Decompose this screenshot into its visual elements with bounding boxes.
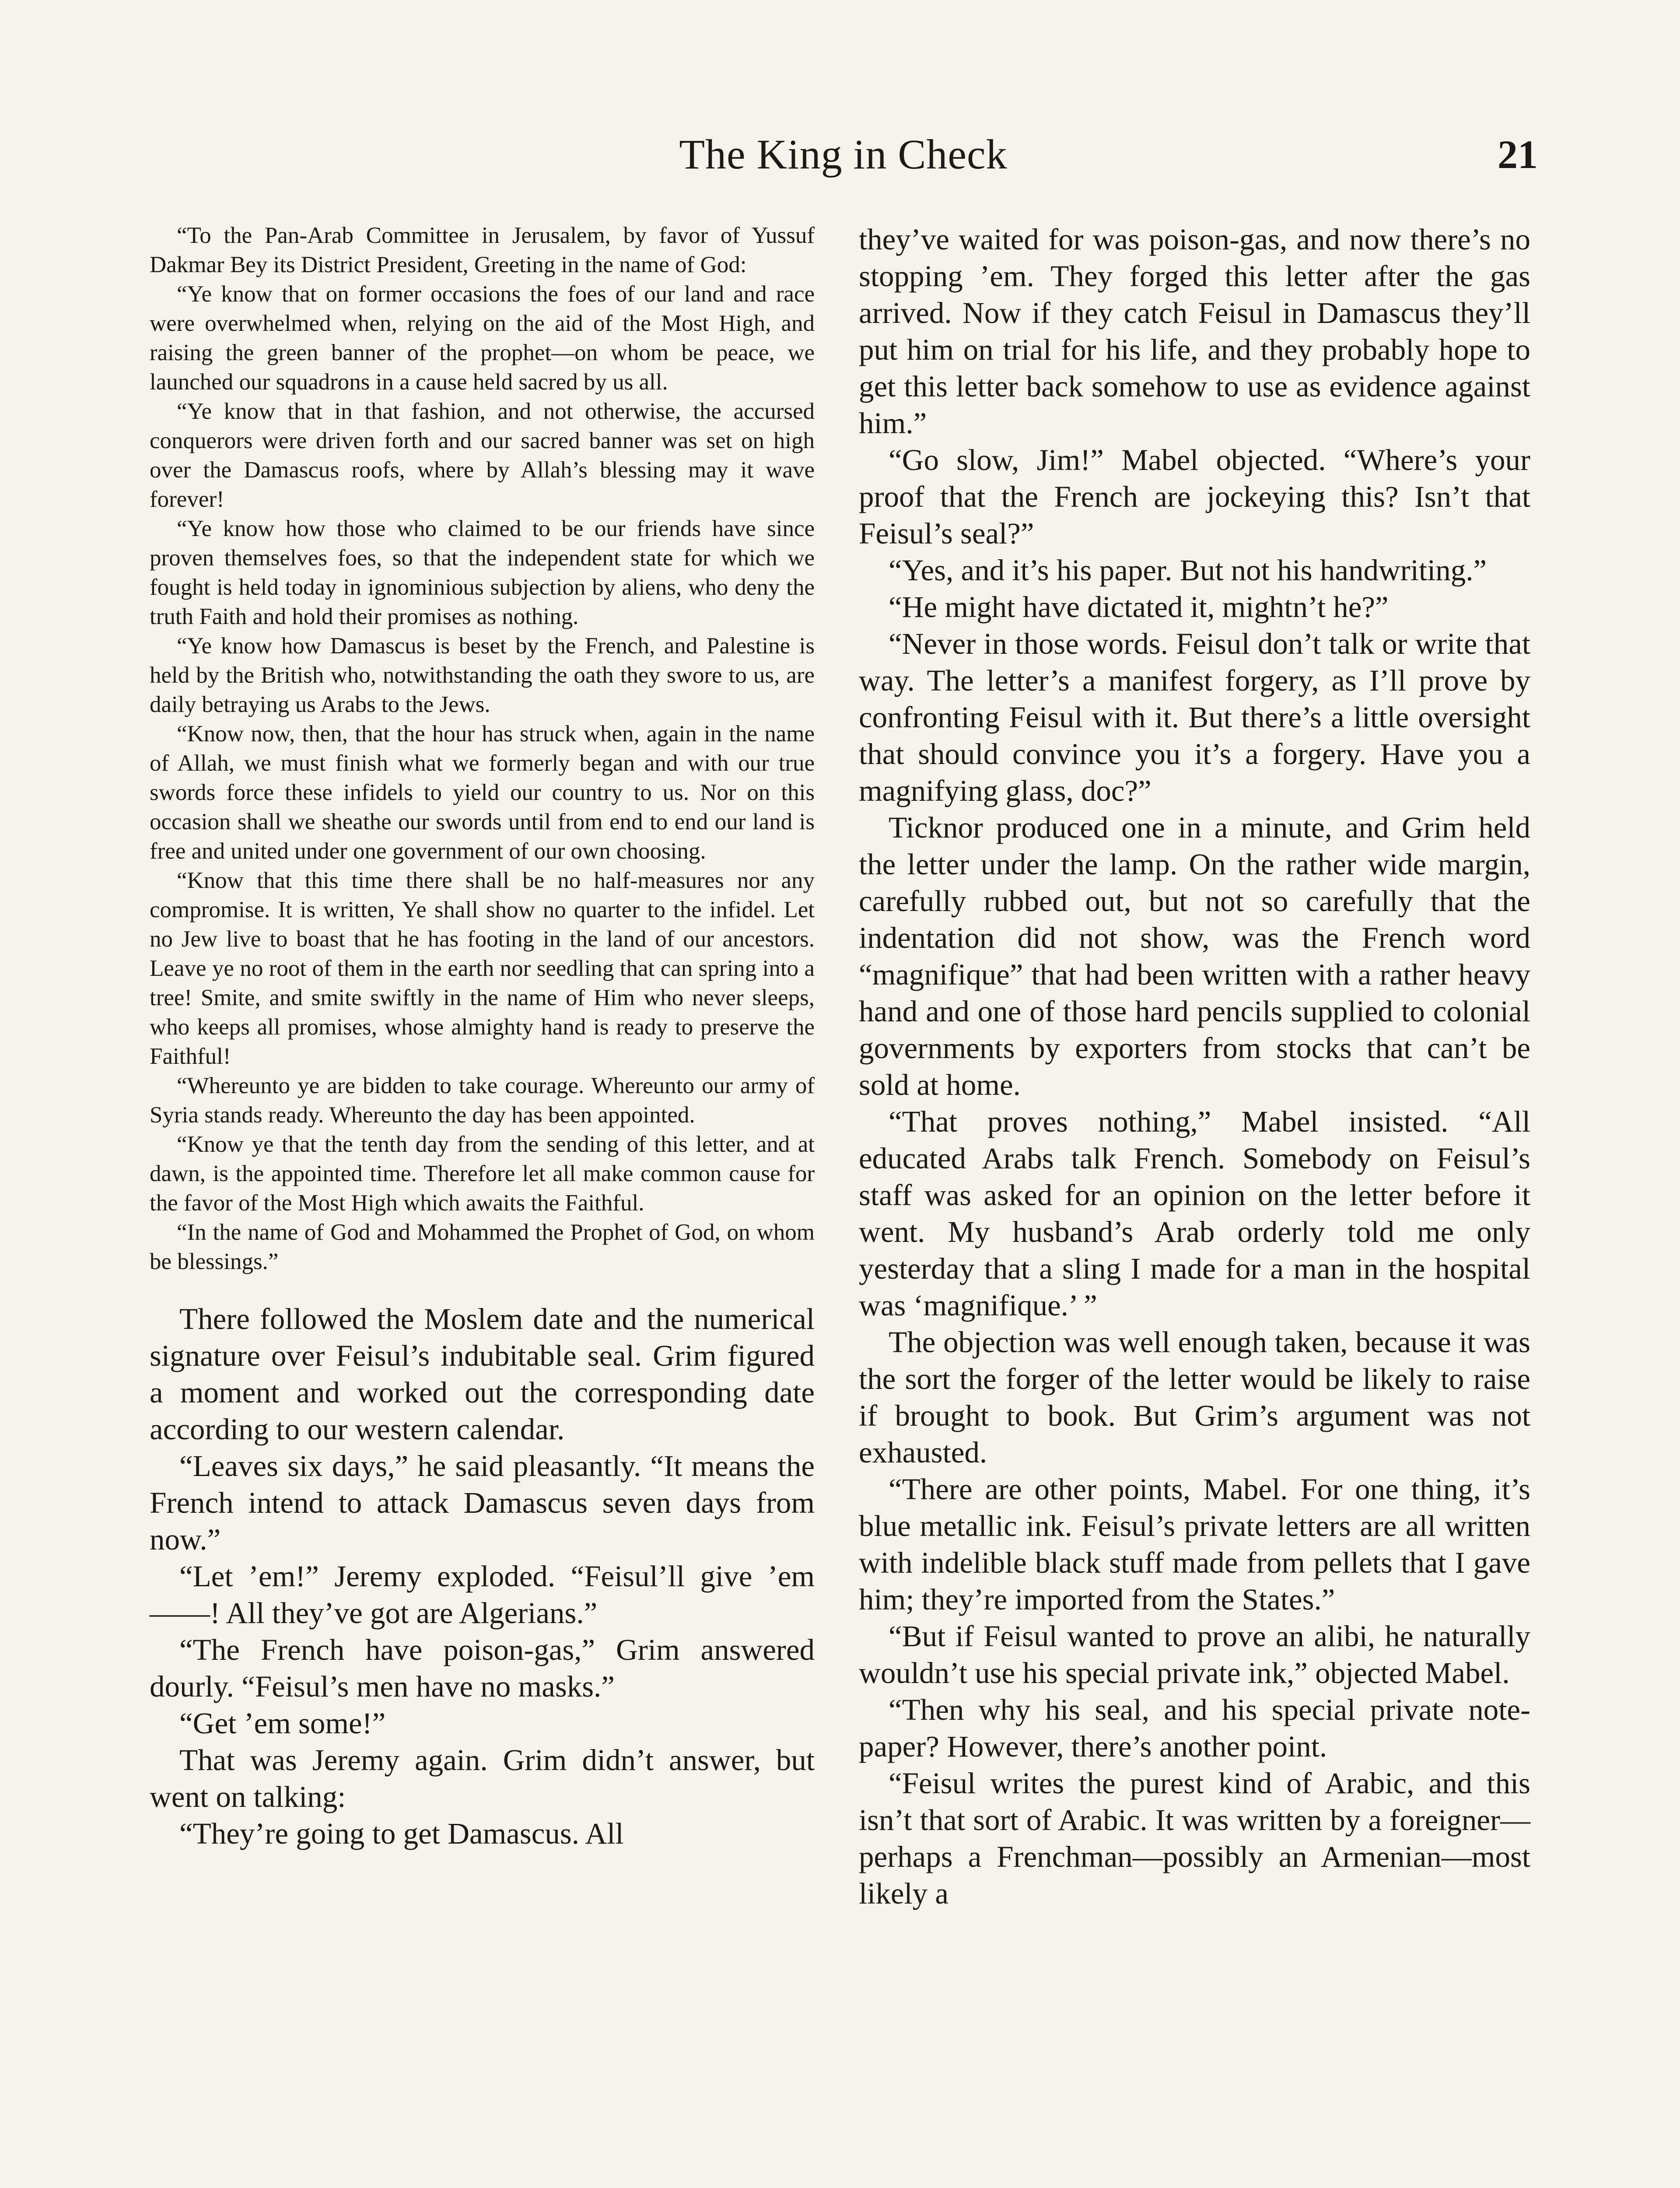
body-paragraph: “They’re going to get Damascus. All bbox=[179, 1817, 624, 1850]
letter-paragraph: “Ye know that in that fashion, and not otherwise, the accursed conquerors were driven forth and our sacred banner was set on high over the Damascus roofs, where by Allah’s blessing may it wave forever! bbox=[150, 399, 815, 512]
letter-paragraph: “Know ye that the tenth day from the sending of this letter, and at dawn, is the appointed time. Therefore let all make common cause for the favor of the Most High which awaits the Faithful. bbox=[150, 1132, 815, 1216]
body-paragraph: “That proves nothing,” Mabel insisted. “All educated Arabs talk French. Somebody on Feisul’s staff was asked for an opinion on the letter before it went. My husband’s Arab orderly told me only yesterday that a sling I made for a man in the hospital was ‘magnifique.’ ” bbox=[859, 1105, 1530, 1322]
body-paragraph: “Get ’em some!” bbox=[179, 1707, 386, 1740]
page-header bbox=[149, 126, 1538, 183]
letter-paragraph: “Ye know how Damascus is beset by the French, and Palestine is held by the British who, notwithstanding the oath they swore to us, are daily betraying us Arabs to the Jews. bbox=[150, 633, 815, 717]
body-paragraph-continued: they’ve waited for was poison-gas, and now there’s no stopping ’em. They forged this letter after the gas arrived. Now if they catch Feisul in Damascus they’ll put him on trial for his life, and they probably hope to get this letter back somehow to use as evidence against him.” bbox=[859, 223, 1530, 440]
body-paragraph: That was Jeremy again. Grim didn’t answer, but went on talking: bbox=[150, 1743, 815, 1813]
body-paragraph: Ticknor produced one in a minute, and Grim held the letter under the lamp. On the rather wide margin, carefully rubbed out, but not so carefully that the indentation did not show, was the French word “magnifique” that had been written with a rather heavy hand and one of those hard pencils supplied to colonial governments by exporters from stocks that can’t be sold at home. bbox=[859, 811, 1530, 1101]
body-paragraph: “Then why his seal, and his special private note-paper? However, there’s another point. bbox=[859, 1693, 1530, 1763]
body-paragraph: “Let ’em!” Jeremy exploded. “Feisul’ll give ’em ——! All they’ve got are Algerians.” bbox=[150, 1560, 815, 1630]
body-paragraph: “Yes, and it’s his paper. But not his handwriting.” bbox=[889, 554, 1487, 587]
letter-paragraph: “Know that this time there shall be no half-measures nor any compromise. It is written, Ye shall show no quarter to the infidel. Let no Jew live to boast that he has footing in the land of our ancestors. Leave ye no root of them in the earth nor seedling that can spring into a tree! Smite, and smite swiftly in the name of Him who never sleeps, who keeps all promises, whose almighty hand is ready to preserve the Faithful! bbox=[150, 868, 815, 1069]
body-paragraph: There followed the Moslem date and the numerical signature over Feisul’s indubitable seal. Grim figured a moment and worked out the corresponding date according to our western calendar. bbox=[150, 1302, 815, 1446]
body-paragraph: “He might have dictated it, mightn’t he?” bbox=[889, 590, 1389, 624]
body-paragraph: “But if Feisul wanted to prove an alibi, he naturally wouldn’t use his special private ink,” objected Mabel. bbox=[859, 1620, 1530, 1690]
letter-paragraph: “Ye know how those who claimed to be our friends have since proven themselves foes, so that the independent state for which we fought is held today in ignominious subjection by aliens, who deny the truth Faith and hold their promises as nothing. bbox=[150, 516, 815, 629]
left-body-text bbox=[150, 1301, 815, 1852]
right-column bbox=[859, 221, 1530, 1912]
body-paragraph: “Go slow, Jim!” Mabel objected. “Where’s your proof that the French are jockeying this? Isn’t that Feisul’s seal?” bbox=[859, 443, 1530, 550]
body-paragraph: “Leaves six days,” he said pleasantly. “It means the French intend to attack Damascus seven days from now.” bbox=[150, 1449, 815, 1556]
letter-paragraph: “Know now, then, that the hour has struck when, again in the name of Allah, we must finish what we formerly began and with our true swords force these infidels to yield our country to us. Nor on this occasion shall we sheathe our swords until from end to end our land is free and united under one government of our own choosing. bbox=[150, 721, 815, 864]
letter-paragraph: “Ye know that on former occasions the foes of our land and race were overwhelmed when, relying on the aid of the Most High, and raising the green banner of the prophet—on whom be peace, we launched our squadrons in a cause held sacred by us all. bbox=[150, 281, 815, 395]
body-paragraph: “Feisul writes the purest kind of Arabic, and this isn’t that sort of Arabic. It was written by a foreigner—perhaps a Frenchman—possibly an Armenian—most likely a bbox=[859, 1767, 1530, 1910]
body-paragraph: The objection was well enough taken, because it was the sort the forger of the letter would be likely to raise if brought to book. But Grim’s argument was not exhausted. bbox=[859, 1325, 1530, 1469]
quoted-letter bbox=[150, 221, 815, 1276]
letter-paragraph: “To the Pan-Arab Committee in Jerusalem, by favor of Yussuf Dakmar Bey its District President, Greeting in the name of God: bbox=[150, 223, 815, 277]
letter-paragraph: “In the name of God and Mohammed the Prophet of God, on whom be blessings.” bbox=[150, 1220, 815, 1274]
page-number: 21 bbox=[1498, 132, 1538, 177]
body-paragraph: “There are other points, Mabel. For one thing, it’s blue metallic ink. Feisul’s private letters are all written with indelible black stuff made from pellets that I gave him; they’re imported from the States.” bbox=[859, 1473, 1530, 1616]
running-title: The King in Check bbox=[679, 131, 1008, 178]
left-column bbox=[150, 221, 815, 1852]
body-paragraph: “Never in those words. Feisul don’t talk or write that way. The letter’s a manifest forgery, as I’ll prove by confronting Feisul with it. But there’s a little oversight that should convince you it’s a forgery. Have you a magnifying glass, doc?” bbox=[859, 627, 1530, 807]
letter-paragraph: “Whereunto ye are bidden to take courage. Whereunto our army of Syria stands ready. Whereunto the day has been appointed. bbox=[150, 1073, 815, 1128]
right-body-text bbox=[859, 221, 1530, 1912]
body-paragraph: “The French have poison-gas,” Grim answered dourly. “Feisul’s men have no masks.” bbox=[150, 1633, 815, 1703]
